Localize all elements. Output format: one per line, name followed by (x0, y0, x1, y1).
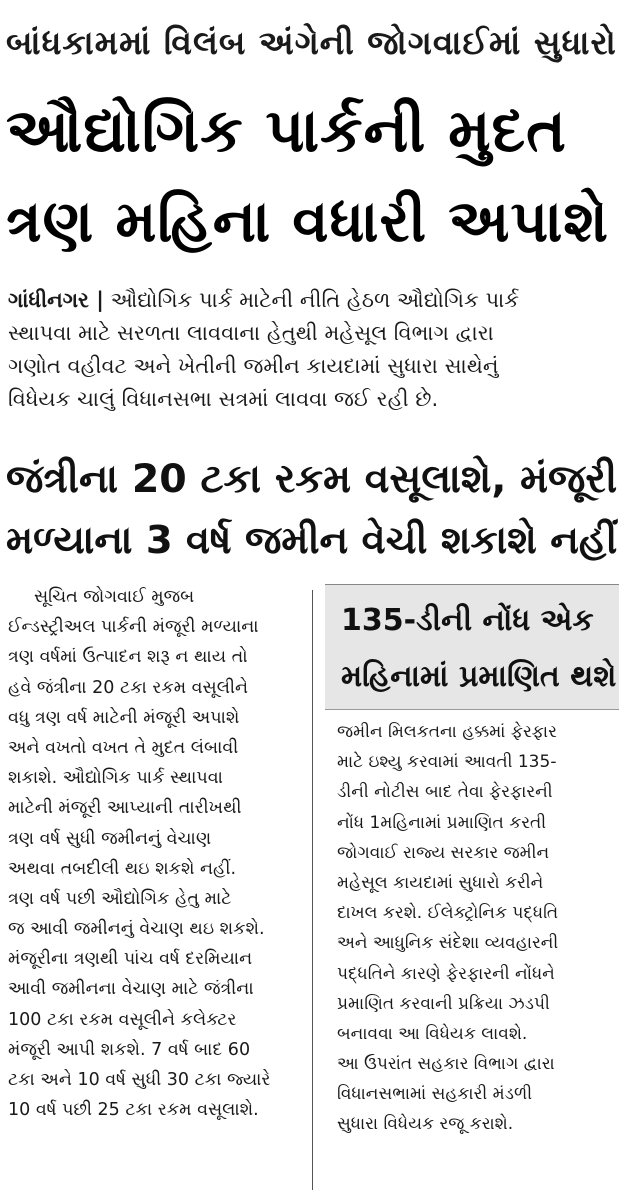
sidebar-body-line: સુધારા વિધેયક રજૂ કરાશે. (337, 1114, 514, 1135)
body-line: ઈન્ડસ્ટ્રીઅલ પાર્કની મંજૂરી મળ્યાના (8, 617, 259, 638)
body-line: સૂચિત જોગવાઈ મુજબ (34, 587, 195, 607)
sidebar-body-line: બનાવવા આ વિધેયક લાવશે. (337, 1023, 528, 1044)
sidebar-body-line: ડીની નોટીસ બાદ તેવા ફેરફારની (337, 782, 553, 803)
sidebar-body-line: માટે ઇશ્યુ કરવામાં આવતી 135- (337, 752, 557, 773)
sidebar-body-line: આ ઉપરાંત સહકાર વિભાગ દ્વારા (337, 1054, 555, 1075)
intro-line-2: સ્થાપવા માટે સરળતા લાવવાના હેતુથી મહેસૂલ વિભાગ દ્વારા (8, 321, 494, 345)
intro-line-4: વિધેયક ચાલું વિધાનસભા સત્રમાં લાવવા જઈ રહી છે. (8, 387, 439, 411)
article-kicker: બાંધકામમાં વિલંબ અંગેની જોગવાઈમાં સુધારો (6, 23, 617, 62)
intro-line-1 (8, 284, 614, 317)
body-line: ત્રણ વર્ષ પછી ઔદ્યોગિક હેતુ માટે (8, 888, 232, 909)
sidebar-body-line: વિધાનસભામાં સહકારી મંડળી (337, 1084, 533, 1105)
intro-paragraph (8, 284, 614, 416)
sidebar-title-line-2: મહિનામાં પ્રમાણિત થશે (341, 659, 617, 694)
sidebar-body-line: દાખલ કરશે. ઈલેક્ટ્રોનિક પદ્ધતિ (337, 903, 559, 924)
body-line: 10 વર્ષ પછી 25 ટકા રકમ વસૂલાશે. (8, 1100, 259, 1121)
body-line: મંજૂરીના ત્રણથી પાંચ વર્ષ દરમિયાન (8, 949, 253, 970)
body-line: અથવા તબદીલી થઇ શકશે નહીં. (8, 858, 237, 879)
sidebar-body-line: અને આધુનિક સંદેશા વ્યવહારની (337, 933, 559, 954)
sidebar-body-line: જમીન મિલકતના હક્કમાં ફેરફાર (337, 722, 557, 742)
dateline: ગાંધીનગર | (8, 288, 104, 312)
body-line: આવી જમીનના વેચાણ માટે જંત્રીના (8, 979, 254, 1000)
sidebar-body-line: મહેસૂલ કાયદામાં સુધારો કરીને (337, 872, 544, 893)
body-line: અને વખતો વખત તે મુદત લંબાવી (8, 737, 239, 758)
intro-line-3: ગણોત વહીવટ અને ખેતીની જમીન કાયદામાં સુધારા સાથેનું (8, 354, 499, 378)
left-column-body (8, 582, 304, 1125)
body-line: હવે જંત્રીના 20 ટકા રકમ વસૂલીને (8, 677, 249, 698)
headline-line-1: ઔદ્યોગિક પાર્કની મુદત (6, 96, 567, 166)
body-line: વધુ ત્રણ વર્ષ માટેની મંજૂરી અપાશે (8, 707, 240, 728)
subheadline-line-2: મળ્યાના 3 વર્ષ જમીન વેચી શકાશે નહીં (6, 518, 618, 563)
sidebar-body-line: પદ્ધતિને કારણે ફેરફારની નોંધને (337, 963, 555, 984)
sidebar-body-line: પ્રમાણિત કરવાની પ્રક્રિયા ઝડપી (337, 993, 550, 1014)
body-line: જ આવી જમીનનું વેચાણ થઇ શકશે. (8, 919, 265, 940)
body-line: માટેની મંજૂરી આપ્યાની તારીખથી (8, 798, 242, 819)
sidebar-body-line: નોંધ 1મહિનામાં પ્રમાણિત કરતી (337, 812, 547, 833)
sidebar-title (325, 585, 619, 710)
body-line: મંજૂરી આપી શકશે. 7 વર્ષ બાદ 60 (8, 1039, 251, 1060)
subheadline-line-1: જંત્રીના 20 ટકા રકમ વસૂલાશે, મંજૂરી (6, 456, 618, 502)
sidebar-body (337, 717, 617, 1140)
intro-line-1-text: ઔદ્યોગિક પાર્ક માટેની નીતિ હેઠળ ઔદ્યોગિક પાર્ક (110, 288, 520, 312)
body-line: શકાશે. ઔદ્યોગિક પાર્ક સ્થાપવા (8, 768, 223, 789)
body-line: ત્રણ વર્ષમાં ઉત્પાદન શરૂ ન થાય તો (8, 647, 248, 668)
sidebar-title-line-1: 135-ડીની નોંધ એક (341, 603, 594, 638)
body-line: ટકા અને 10 વર્ષ સુધી 30 ટકા જ્યારે (8, 1070, 271, 1090)
headline-line-2: ત્રણ મહિના વધારી અપાશે (6, 187, 610, 255)
column-divider (312, 590, 313, 1190)
body-line: 100 ટકા રકમ વસૂલીને કલેક્ટર (8, 1009, 237, 1030)
sidebar-box (325, 584, 619, 1193)
body-line: ત્રણ વર્ષ સુધી જમીનનું વેચાણ (8, 828, 212, 849)
sidebar-body-line: જોગવાઈ રાજ્ય સરકાર જમીન (337, 842, 550, 863)
